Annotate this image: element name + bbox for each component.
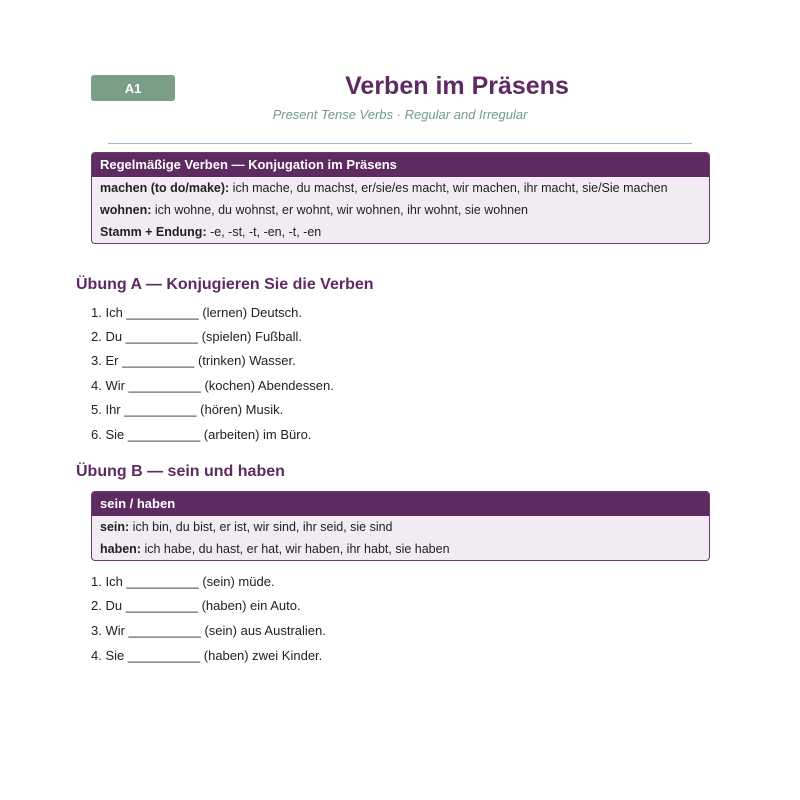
exercise-a-heading: Übung A — Konjugieren Sie die Verben — [76, 276, 374, 293]
exercise-b-item: 2. Du __________ (haben) ein Auto. — [91, 598, 301, 613]
row-text: -e, -st, -t, -en, -t, -en — [210, 225, 322, 239]
exercise-a-item: 5. Ihr __________ (hören) Musik. — [91, 402, 284, 417]
conjugation-row-sein — [92, 516, 709, 538]
page-subtitle: Present Tense Verbs · Regular and Irregular — [272, 107, 528, 122]
conjugation-row-haben — [92, 538, 709, 560]
sein-haben-box — [91, 491, 710, 561]
row-label: sein: — [100, 520, 130, 534]
exercise-a-item: 6. Sie __________ (arbeiten) im Büro. — [91, 427, 312, 442]
regular-verbs-box — [91, 152, 710, 244]
page-title: Verben im Präsens — [345, 72, 569, 100]
exercise-b-item: 4. Sie __________ (haben) zwei Kinder. — [91, 648, 323, 663]
exercise-b-heading: Übung B — sein und haben — [76, 463, 285, 480]
level-badge: A1 — [91, 75, 175, 101]
conjugation-row-wohnen — [92, 199, 709, 221]
row-text: ich bin, du bist, er ist, wir sind, ihr seid, sie sind — [132, 520, 393, 534]
exercise-b-item: 1. Ich __________ (sein) müde. — [91, 574, 275, 589]
row-text: ich habe, du hast, er hat, wir haben, ihr habt, sie haben — [144, 542, 450, 556]
regular-verbs-heading: Regelmäßige Verben — Konjugation im Präsens — [92, 153, 709, 177]
row-label: Stamm + Endung: — [100, 225, 207, 239]
exercise-a-item: 4. Wir __________ (kochen) Abendessen. — [91, 378, 334, 393]
exercise-a-item: 1. Ich __________ (lernen) Deutsch. — [91, 305, 303, 320]
exercise-a-item: 2. Du __________ (spielen) Fußball. — [91, 329, 303, 344]
header-divider — [108, 143, 692, 144]
row-label: wohnen: — [100, 203, 152, 217]
conjugation-row-endings — [92, 221, 709, 243]
exercise-a-item: 3. Er __________ (trinken) Wasser. — [91, 353, 296, 368]
conjugation-row-machen — [92, 177, 709, 199]
row-text: ich mache, du machst, er/sie/es macht, wir machen, ihr macht, sie/Sie machen — [232, 181, 668, 195]
row-label: haben: — [100, 542, 141, 556]
row-text: ich wohne, du wohnst, er wohnt, wir wohnen, ihr wohnt, sie wohnen — [154, 203, 529, 217]
row-label: machen (to do/make): — [100, 181, 230, 195]
sein-haben-heading: sein / haben — [92, 492, 709, 516]
exercise-b-item: 3. Wir __________ (sein) aus Australien. — [91, 623, 326, 638]
